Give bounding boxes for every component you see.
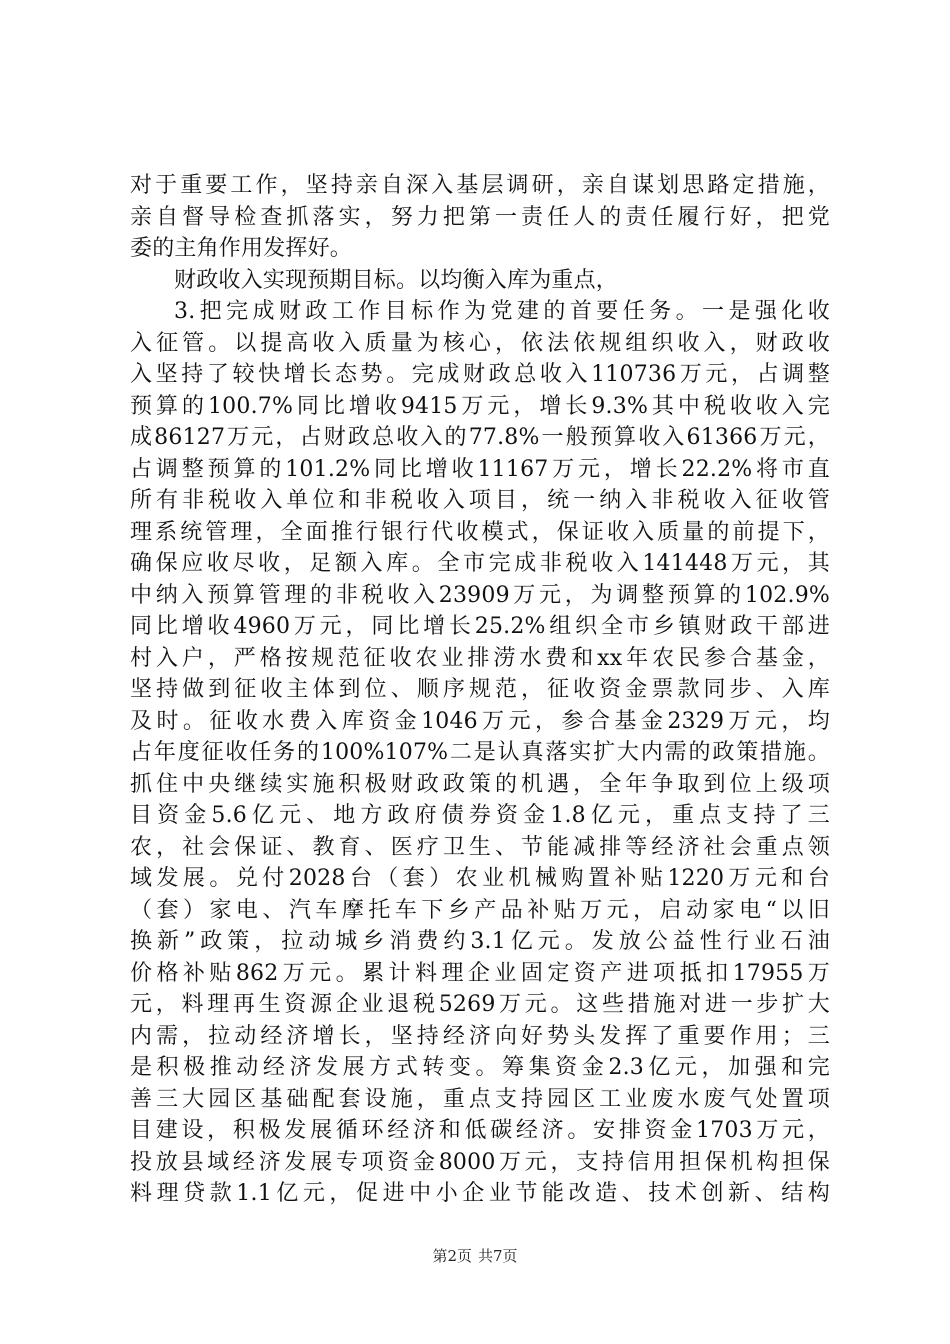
paragraph-heading: 财政收入实现预期目标。以均衡入库为重点，	[174, 267, 619, 293]
page-footer	[0, 1246, 950, 1266]
text-line: 抓住中央继续实施积极财政政策的机遇，全年争取到位上级项	[130, 771, 830, 797]
text-line: 委的主角作用发挥好。	[130, 236, 353, 261]
text-line: 预算的100.7%同比增收9415万元，增长9.3%其中税收收入完	[130, 393, 830, 419]
text-line: （套）家电、汽车摩托车下乡产品补贴万元，启动家电“以旧	[130, 897, 830, 923]
text-line: 是积极推动经济发展方式转变。筹集资金2.3亿元，加强和完	[130, 1055, 830, 1080]
text-line: 同比增收4960万元，同比增长25.2%组织全市乡镇财政干部进	[130, 614, 830, 639]
text-line: 成86127万元，占财政总收入的77.8%一般预算收入61366万元，	[130, 425, 830, 450]
text-line: 目资金5.6亿元、地方政府债券资金1.8亿元，重点支持了三	[130, 803, 830, 828]
text-line: 坚持做到征收主体到位、顺序规范，征收资金票款同步、入库	[130, 677, 830, 702]
text-line: 善三大园区基础配套设施，重点支持园区工业废水废气处置项	[130, 1086, 830, 1112]
text-line: 所有非税收入单位和非税收入项目，统一纳入非税收入征收管	[130, 488, 830, 513]
text-line: 目建设，积极发展循环经济和低碳经济。安排资金1703万元，	[130, 1118, 830, 1143]
text-line: 对于重要工作，坚持亲自深入基层调研，亲自谋划思路定措施，	[130, 173, 830, 198]
text-line: 入征管。以提高收入质量为核心，依法依规组织收入，财政收	[130, 330, 830, 356]
text-line: 亲自督导检查抓落实，努力把第一责任人的责任履行好，把党	[130, 204, 830, 230]
page-number: 第2页	[432, 1247, 472, 1265]
text-line: 域发展。兑付2028台（套）农业机械购置补贴1220万元和台	[130, 866, 830, 891]
text-line: 占调整预算的101.2%同比增收11167万元，增长22.2%将市直	[130, 456, 830, 482]
text-line: 内需，拉动经济增长，坚持经济向好势头发挥了重要作用；三	[130, 1023, 830, 1049]
text-line: 投放县域经济发展专项资金8000万元，支持信用担保机构担保	[130, 1149, 830, 1175]
text-line: 入坚持了较快增长态势。完成财政总收入110736万元，占调整	[130, 362, 830, 387]
text-line: 农，社会保证、教育、医疗卫生、节能减排等经济社会重点领	[130, 834, 830, 860]
text-line: 换新”政策，拉动城乡消费约3.1亿元。发放公益性行业石油	[130, 929, 830, 954]
paragraph-start-line: 3.把完成财政工作目标作为党建的首要任务。一是强化收	[174, 299, 830, 324]
text-line: 占年度征收任务的100%107%二是认真落实扩大内需的政策措施。	[130, 740, 830, 765]
text-line: 及时。征收水费入库资金1046万元，参合基金2329万元，均	[130, 708, 830, 734]
text-line: 价格补贴862万元。累计料理企业固定资产进项抵扣17955万	[130, 960, 830, 986]
text-line: 确保应收尽收，足额入库。全市完成非税收入141448万元，其	[130, 551, 830, 576]
text-line: 理系统管理，全面推行银行代收模式，保证收入质量的前提下，	[130, 519, 830, 545]
page-total: 共7页	[478, 1247, 518, 1265]
text-line: 中纳入预算管理的非税收入23909万元，为调整预算的102.9%	[130, 582, 830, 608]
text-line: 村入户，严格按规范征收农业排涝水费和xx年农民参合基金，	[130, 645, 830, 671]
text-line: 料理贷款1.1亿元，促进中小企业节能改造、技术创新、结构	[130, 1181, 830, 1206]
text-line: 元，料理再生资源企业退税5269万元。这些措施对进一步扩大	[130, 992, 830, 1017]
document-body	[130, 170, 830, 1210]
